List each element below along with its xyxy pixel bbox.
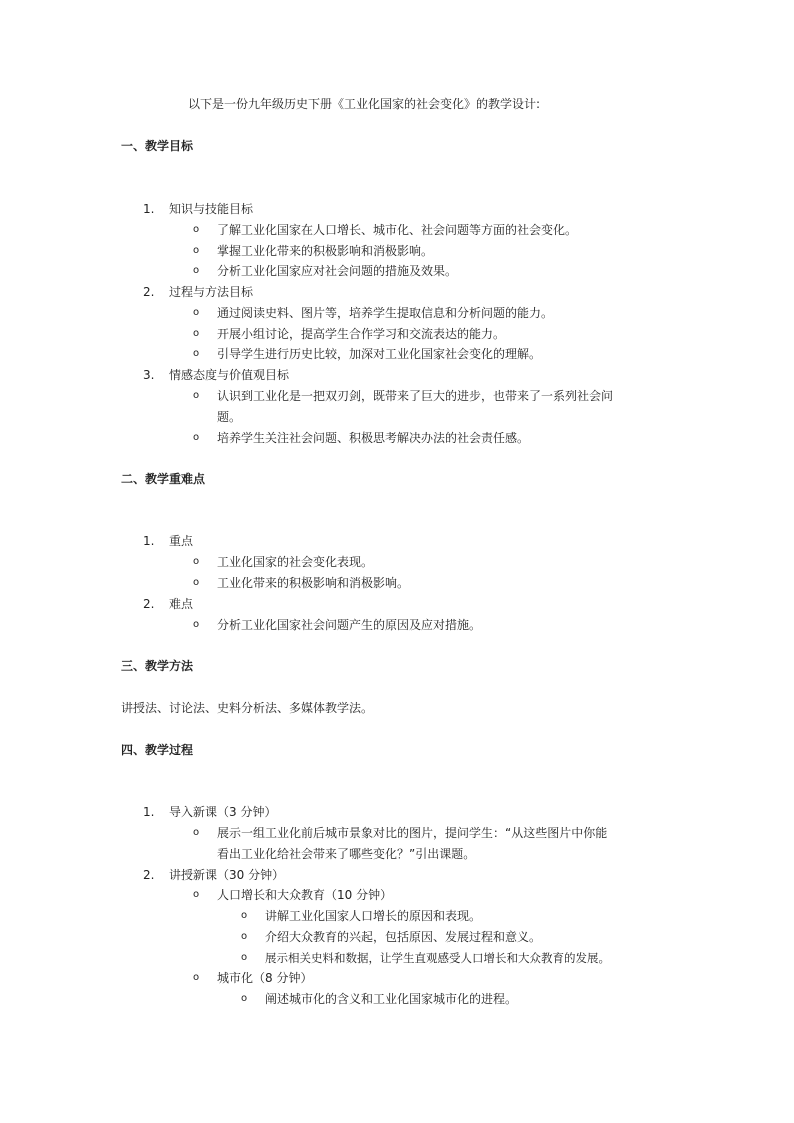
list-item-label: 过程与方法目标 — [169, 285, 254, 299]
sub-bullet-icon: o — [241, 931, 248, 942]
list-number: 2. — [143, 597, 155, 611]
sub-bullet-text: 讲解工业化国家人口增长的原因和表现。 — [265, 909, 482, 923]
bullet-text: 开展小组讨论，提高学生合作学习和交流表达的能力。 — [217, 327, 506, 341]
section-heading-methods: 三、教学方法 — [121, 659, 194, 673]
bullet-icon: o — [193, 577, 200, 588]
bullet-text: 引导学生进行历史比较，加深对工业化国家社会变化的理解。 — [217, 347, 542, 361]
section-heading-key-points: 二、教学重难点 — [121, 472, 206, 486]
bullet-icon: o — [193, 224, 200, 235]
bullet-icon: o — [193, 348, 200, 359]
bullet-text: 工业化国家的社会变化表现。 — [217, 555, 374, 569]
methods-text: 讲授法、讨论法、史料分析法、多媒体教学法。 — [121, 701, 374, 715]
sub-bullet-icon: o — [241, 952, 248, 963]
list-number: 2. — [143, 285, 155, 299]
bullet-icon: o — [193, 432, 200, 443]
list-item-label: 重点 — [169, 534, 194, 548]
bullet-text: 了解工业化国家在人口增长、城市化、社会问题等方面的社会变化。 — [217, 223, 578, 237]
bullet-text: 培养学生关注社会问题、积极思考解决办法的社会责任感。 — [217, 431, 530, 445]
bullet-icon: o — [193, 556, 200, 567]
bullet-text: 工业化带来的积极影响和消极影响。 — [217, 576, 410, 590]
list-number: 3. — [143, 368, 155, 382]
bullet-text: 分析工业化国家社会问题产生的原因及应对措施。 — [217, 618, 482, 632]
bullet-icon: o — [193, 619, 200, 630]
bullet-icon: o — [193, 889, 200, 900]
sub-bullet-icon: o — [241, 993, 248, 1004]
bullet-icon: o — [193, 245, 200, 256]
list-number: 1. — [143, 805, 155, 819]
bullet-text: 掌握工业化带来的积极影响和消极影响。 — [217, 244, 434, 258]
bullet-text-continuation: 题。 — [217, 410, 242, 424]
intro-text: 以下是一份九年级历史下册《工业化国家的社会变化》的教学设计: — [188, 97, 541, 111]
bullet-text: 分析工业化国家应对社会问题的措施及效果。 — [217, 264, 458, 278]
sub-bullet-text: 阐述城市化的含义和工业化国家城市化的进程。 — [265, 992, 518, 1006]
subsection-label: 城市化（8 分钟） — [217, 971, 313, 985]
bullet-icon: o — [193, 307, 200, 318]
sub-bullet-text: 介绍大众教育的兴起，包括原因、发展过程和意义。 — [265, 930, 542, 944]
bullet-icon: o — [193, 972, 200, 983]
list-item-label: 讲授新课（30 分钟） — [169, 868, 285, 882]
section-heading-objectives: 一、教学目标 — [121, 139, 194, 153]
bullet-icon: o — [193, 265, 200, 276]
bullet-text: 认识到工业化是一把双刃剑，既带来了巨大的进步，也带来了一系列社会问 — [217, 389, 614, 403]
list-number: 1. — [143, 534, 155, 548]
sub-bullet-text: 展示相关史料和数据，让学生直观感受人口增长和大众教育的发展。 — [265, 951, 610, 965]
bullet-text-continuation: 看出工业化给社会带来了哪些变化？”引出课题。 — [217, 847, 476, 861]
sub-bullet-icon: o — [241, 910, 248, 921]
bullet-icon: o — [193, 390, 200, 401]
bullet-text: 展示一组工业化前后城市景象对比的图片，提问学生：“从这些图片中你能 — [217, 826, 608, 840]
section-heading-process: 四、教学过程 — [121, 743, 194, 757]
bullet-icon: o — [193, 827, 200, 838]
list-number: 1. — [143, 202, 155, 216]
list-item-label: 难点 — [169, 597, 194, 611]
list-item-label: 导入新课（3 分钟） — [169, 805, 277, 819]
list-item-label: 情感态度与价值观目标 — [169, 368, 290, 382]
bullet-text: 通过阅读史料、图片等，培养学生提取信息和分析问题的能力。 — [217, 306, 554, 320]
bullet-icon: o — [193, 328, 200, 339]
list-number: 2. — [143, 868, 155, 882]
subsection-label: 人口增长和大众教育（10 分钟） — [217, 888, 393, 902]
list-item-label: 知识与技能目标 — [169, 202, 254, 216]
